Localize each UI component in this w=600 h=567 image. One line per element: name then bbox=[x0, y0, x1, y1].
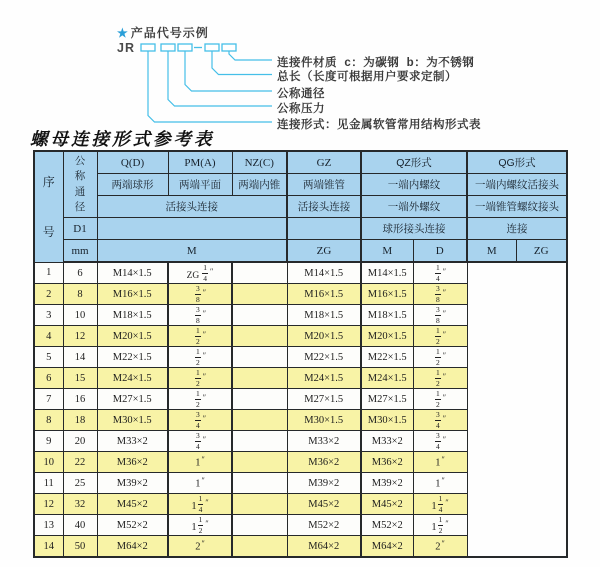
cell-no: 11 bbox=[34, 473, 63, 494]
cell-qz-m bbox=[232, 262, 287, 284]
cell-dn: 12 bbox=[63, 326, 97, 347]
table-row bbox=[34, 515, 567, 536]
cell-m: M64×2 bbox=[97, 536, 168, 558]
cell-qg-zg: $\frac{1}{4}$ ″ bbox=[413, 262, 467, 284]
cell-qz-d: M52×2 bbox=[287, 515, 361, 536]
header-qg-sub1: 一端内螺纹活接头 bbox=[467, 174, 567, 196]
cell-no: 10 bbox=[34, 452, 63, 473]
leader-line-diameter bbox=[185, 51, 272, 91]
header-qz-d: D bbox=[413, 240, 467, 263]
cell-qg-m: M45×2 bbox=[361, 494, 413, 515]
cell-gz: 1″ bbox=[168, 473, 232, 494]
cell-qg-m: M64×2 bbox=[361, 536, 413, 558]
cell-qg-m: M39×2 bbox=[361, 473, 413, 494]
header-q-sub: 两端球形 bbox=[97, 174, 168, 196]
cell-qg-m: M14×1.5 bbox=[361, 262, 413, 284]
cell-gz: $\frac{3}{4}$ ″ bbox=[168, 431, 232, 452]
table-row bbox=[34, 305, 567, 326]
cell-qz-m bbox=[232, 347, 287, 368]
header-qg-sub2: 一端锥管螺纹接头 bbox=[467, 196, 567, 218]
cell-m: M18×1.5 bbox=[97, 305, 168, 326]
table-row bbox=[34, 347, 567, 368]
cell-no: 9 bbox=[34, 431, 63, 452]
cell-m: M45×2 bbox=[97, 494, 168, 515]
header-qg: QG形式 bbox=[467, 151, 567, 174]
cell-dn: 20 bbox=[63, 431, 97, 452]
cell-qz-d: M33×2 bbox=[287, 431, 361, 452]
leader-line-conn-form bbox=[148, 51, 272, 122]
cell-qg-zg: 1 $\frac{1}{2}$ ″ bbox=[413, 515, 467, 536]
table-row bbox=[34, 431, 567, 452]
cell-dn: 15 bbox=[63, 368, 97, 389]
cell-no: 8 bbox=[34, 410, 63, 431]
leader-line-material bbox=[229, 51, 272, 60]
header-pm-sub: 两端平面 bbox=[168, 174, 232, 196]
cell-gz: 2″ bbox=[168, 536, 232, 558]
cell-qg-zg: 1 $\frac{1}{4}$ ″ bbox=[413, 494, 467, 515]
cell-no: 2 bbox=[34, 284, 63, 305]
cell-gz: $\frac{1}{2}$ ″ bbox=[168, 389, 232, 410]
header-qg-conn: 连接 bbox=[467, 218, 567, 240]
cell-gz: 1″ bbox=[168, 452, 232, 473]
header-nz-sub: 两端内锥 bbox=[232, 174, 287, 196]
diagram-label-conn-form: 连接形式：见金属软管常用结构形式表 bbox=[277, 118, 481, 131]
cell-qg-m: M36×2 bbox=[361, 452, 413, 473]
header-qz-m: M bbox=[361, 240, 413, 263]
table-row bbox=[34, 410, 567, 431]
cell-gz: $\frac{3}{4}$ ″ bbox=[168, 410, 232, 431]
cell-dn: 25 bbox=[63, 473, 97, 494]
cell-gz: ZG $\frac{1}{4}$ ″ bbox=[168, 262, 232, 284]
cell-qz-d: M18×1.5 bbox=[287, 305, 361, 326]
cell-m: M30×1.5 bbox=[97, 410, 168, 431]
code-box-2 bbox=[161, 44, 175, 51]
diagram-heading-text: 产品代号示例 bbox=[130, 26, 209, 40]
cell-gz: 1 $\frac{1}{2}$ ″ bbox=[168, 515, 232, 536]
diagram-heading bbox=[117, 24, 209, 41]
cell-no: 13 bbox=[34, 515, 63, 536]
cell-gz: $\frac{3}{8}$ ″ bbox=[168, 305, 232, 326]
cell-no: 7 bbox=[34, 389, 63, 410]
cell-m: M36×2 bbox=[97, 452, 168, 473]
table-body bbox=[34, 262, 567, 557]
cell-no: 5 bbox=[34, 347, 63, 368]
header-dn-text: 公称通径 bbox=[74, 154, 86, 213]
cell-qz-m bbox=[232, 515, 287, 536]
cell-qg-zg: $\frac{1}{2}$ ″ bbox=[413, 368, 467, 389]
header-qg-m: M bbox=[467, 240, 516, 263]
cell-qz-d: M39×2 bbox=[287, 473, 361, 494]
cell-qg-zg: $\frac{3}{8}$ ″ bbox=[413, 305, 467, 326]
cell-qz-m bbox=[232, 410, 287, 431]
header-gz-conn: 活接头连接 bbox=[287, 196, 361, 218]
cell-dn: 6 bbox=[63, 262, 97, 284]
table-row bbox=[34, 473, 567, 494]
cell-qz-m bbox=[232, 368, 287, 389]
header-qz-conn: 球形接头连接 bbox=[361, 218, 467, 240]
cell-qg-m: M27×1.5 bbox=[361, 389, 413, 410]
header-qz: QZ形式 bbox=[361, 151, 467, 174]
cell-qg-m: M16×1.5 bbox=[361, 284, 413, 305]
cell-qg-m: M30×1.5 bbox=[361, 410, 413, 431]
cell-m: M24×1.5 bbox=[97, 368, 168, 389]
header-dn bbox=[63, 151, 97, 218]
cell-dn: 32 bbox=[63, 494, 97, 515]
table-row bbox=[34, 389, 567, 410]
code-box-4 bbox=[205, 44, 219, 51]
header-m-unit: M bbox=[97, 240, 287, 263]
table-title: 螺母连接形式参考表 bbox=[30, 129, 215, 149]
cell-qz-d: M14×1.5 bbox=[287, 262, 361, 284]
cell-qz-m bbox=[232, 284, 287, 305]
header-qz-sub1: 一端内螺纹 bbox=[361, 174, 467, 196]
header-pm: PM(A) bbox=[168, 151, 232, 174]
header-d1: D1 bbox=[63, 218, 97, 240]
cell-qz-d: M30×1.5 bbox=[287, 410, 361, 431]
table-row bbox=[34, 284, 567, 305]
cell-qz-d: M36×2 bbox=[287, 452, 361, 473]
diagram-label-material: 连接件材质 c：为碳钢 b：为不锈钢 bbox=[277, 56, 475, 69]
cell-qg-m: M18×1.5 bbox=[361, 305, 413, 326]
cell-m: M14×1.5 bbox=[97, 262, 168, 284]
cell-qz-m bbox=[232, 305, 287, 326]
leader-line-length bbox=[212, 51, 272, 75]
table-row bbox=[34, 536, 567, 558]
cell-qz-m bbox=[232, 494, 287, 515]
cell-no: 3 bbox=[34, 305, 63, 326]
cell-qg-zg: 2″ bbox=[413, 536, 467, 558]
cell-m: M22×1.5 bbox=[97, 347, 168, 368]
cell-m: M20×1.5 bbox=[97, 326, 168, 347]
cell-qg-zg: $\frac{3}{4}$ ″ bbox=[413, 410, 467, 431]
cell-m: M16×1.5 bbox=[97, 284, 168, 305]
cell-no: 12 bbox=[34, 494, 63, 515]
table-header bbox=[34, 151, 567, 262]
cell-dn: 50 bbox=[63, 536, 97, 558]
cell-qg-m: M22×1.5 bbox=[361, 347, 413, 368]
cell-qz-d: M24×1.5 bbox=[287, 368, 361, 389]
cell-no: 14 bbox=[34, 536, 63, 558]
cell-qg-m: M24×1.5 bbox=[361, 368, 413, 389]
leader-line-pressure bbox=[168, 51, 272, 106]
cell-gz: $\frac{1}{2}$ ″ bbox=[168, 326, 232, 347]
table-row bbox=[34, 368, 567, 389]
cell-gz: $\frac{1}{2}$ ″ bbox=[168, 347, 232, 368]
header-gz-unit: ZG bbox=[287, 240, 361, 263]
cell-m: M39×2 bbox=[97, 473, 168, 494]
header-q: Q(D) bbox=[97, 151, 168, 174]
cell-qg-zg: $\frac{3}{4}$ ″ bbox=[413, 431, 467, 452]
code-box-3 bbox=[178, 44, 192, 51]
cell-qg-zg: $\frac{1}{2}$ ″ bbox=[413, 326, 467, 347]
cell-dn: 18 bbox=[63, 410, 97, 431]
cell-dn: 8 bbox=[63, 284, 97, 305]
code-box-5 bbox=[222, 44, 236, 51]
cell-no: 1 bbox=[34, 262, 63, 284]
cell-dn: 10 bbox=[63, 305, 97, 326]
cell-dn: 22 bbox=[63, 452, 97, 473]
cell-qz-m bbox=[232, 452, 287, 473]
cell-m: M33×2 bbox=[97, 431, 168, 452]
cell-qg-m: M33×2 bbox=[361, 431, 413, 452]
cell-qz-d: M64×2 bbox=[287, 536, 361, 558]
cell-gz: 1 $\frac{1}{4}$ ″ bbox=[168, 494, 232, 515]
cell-qg-zg: $\frac{1}{2}$ ″ bbox=[413, 347, 467, 368]
cell-qz-d: M20×1.5 bbox=[287, 326, 361, 347]
cell-qg-zg: $\frac{3}{8}$ ″ bbox=[413, 284, 467, 305]
cell-qz-d: M16×1.5 bbox=[287, 284, 361, 305]
cell-dn: 14 bbox=[63, 347, 97, 368]
cell-qz-d: M27×1.5 bbox=[287, 389, 361, 410]
header-gz: GZ bbox=[287, 151, 361, 174]
cell-qz-d: M22×1.5 bbox=[287, 347, 361, 368]
header-blank-gz bbox=[287, 218, 361, 240]
header-union-conn: 活接头连接 bbox=[97, 196, 287, 218]
diagram-label-pressure: 公称压力 bbox=[277, 102, 325, 115]
header-serial-text: 序号 bbox=[42, 174, 55, 239]
header-qz-sub2: 一端外螺纹 bbox=[361, 196, 467, 218]
code-box-1 bbox=[141, 44, 155, 51]
code-prefix-label: JR bbox=[117, 41, 135, 55]
table-row bbox=[34, 494, 567, 515]
header-blank-left bbox=[97, 218, 287, 240]
cell-dn: 40 bbox=[63, 515, 97, 536]
diagram-label-length: 总长（长度可根据用户要求定制） bbox=[277, 71, 457, 83]
cell-qg-zg: 1″ bbox=[413, 452, 467, 473]
cell-gz: $\frac{3}{8}$ ″ bbox=[168, 284, 232, 305]
header-nz: NZ(C) bbox=[232, 151, 287, 174]
cell-qz-m bbox=[232, 536, 287, 558]
header-serial bbox=[34, 151, 63, 262]
cell-qz-m bbox=[232, 389, 287, 410]
star-icon: ★ bbox=[117, 26, 129, 40]
cell-dn: 16 bbox=[63, 389, 97, 410]
table-row bbox=[34, 262, 567, 284]
table-row bbox=[34, 452, 567, 473]
cell-gz: $\frac{1}{2}$ ″ bbox=[168, 368, 232, 389]
table-row bbox=[34, 326, 567, 347]
cell-qg-zg: 1″ bbox=[413, 473, 467, 494]
cell-no: 4 bbox=[34, 326, 63, 347]
header-mm: mm bbox=[63, 240, 97, 263]
cell-qg-m: M20×1.5 bbox=[361, 326, 413, 347]
cell-qz-m bbox=[232, 431, 287, 452]
header-gz-sub: 两端锥管 bbox=[287, 174, 361, 196]
cell-qg-m: M52×2 bbox=[361, 515, 413, 536]
header-qg-zg: ZG bbox=[516, 240, 567, 263]
cell-qg-zg: $\frac{1}{2}$ ″ bbox=[413, 389, 467, 410]
cell-m: M27×1.5 bbox=[97, 389, 168, 410]
nut-connection-table bbox=[33, 150, 568, 558]
cell-m: M52×2 bbox=[97, 515, 168, 536]
cell-qz-d: M45×2 bbox=[287, 494, 361, 515]
cell-qz-m bbox=[232, 473, 287, 494]
diagram-label-diameter: 公称通径 bbox=[277, 87, 325, 100]
cell-no: 6 bbox=[34, 368, 63, 389]
cell-qz-m bbox=[232, 326, 287, 347]
